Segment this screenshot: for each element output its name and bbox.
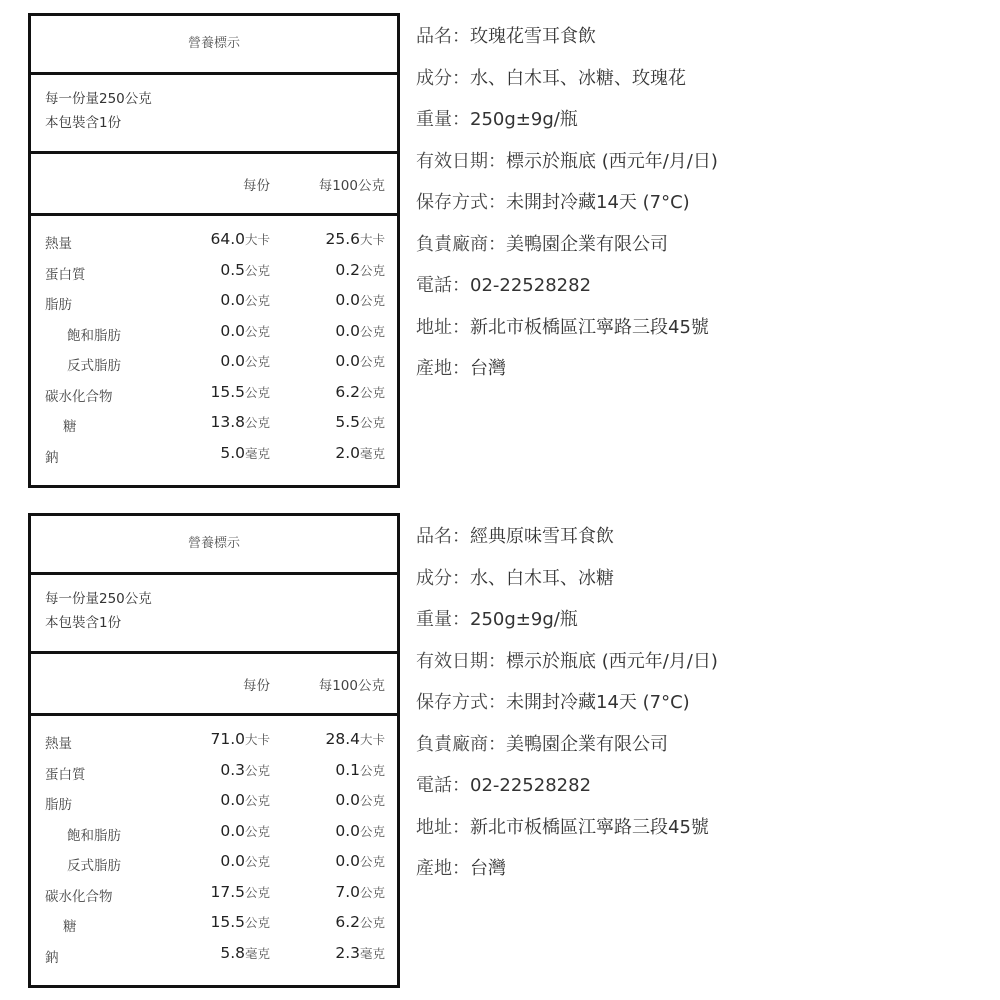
per-serving-value: 17.5公克 <box>210 882 270 901</box>
info-line <box>416 64 718 106</box>
per-serving-value: 0.0公克 <box>220 352 270 370</box>
info-value: 台灣 <box>470 358 506 379</box>
info-line <box>416 564 718 606</box>
nutrition-rows <box>31 216 397 474</box>
nutrition-row <box>31 791 397 822</box>
nutrition-row <box>31 352 397 383</box>
column-headers <box>31 654 397 716</box>
nutrition-row <box>31 852 397 883</box>
per-serving-value: 0.0公克 <box>220 791 270 809</box>
info-line <box>416 771 718 813</box>
nutrient-label: 碳水化合物 <box>45 388 113 405</box>
per-serving-value: 64.0大卡 <box>210 230 270 248</box>
info-value: 新北市板橋區江寧路三段45號 <box>470 816 709 838</box>
info-key: 地址： <box>416 316 470 338</box>
info-key: 保存方式： <box>416 692 506 713</box>
info-line <box>416 647 718 689</box>
nutrition-row <box>31 230 397 261</box>
nutrient-label: 反式脂肪 <box>67 858 121 874</box>
serving-info <box>31 575 397 654</box>
nutrient-label: 飽和脂肪 <box>67 827 121 844</box>
info-value: 美鴨園企業有限公司 <box>506 733 668 755</box>
info-key: 產地： <box>416 358 470 379</box>
serving-info <box>31 75 397 154</box>
per-serving-value: 5.0毫克 <box>220 443 270 462</box>
nutrition-row <box>31 444 397 475</box>
info-value: 經典原味雪耳食飲 <box>470 526 614 547</box>
nutrition-row <box>31 761 397 792</box>
nutrition-row <box>31 822 397 853</box>
nutrition-rows <box>31 716 397 974</box>
nutrition-row <box>31 730 397 761</box>
info-line <box>416 147 718 189</box>
info-key: 重量： <box>416 109 470 130</box>
nutrient-label: 熱量 <box>45 236 72 252</box>
info-value: 02-22528282 <box>470 775 592 796</box>
per-100g-value: 5.5公克 <box>335 413 385 431</box>
per-serving-value: 13.8公克 <box>210 413 270 431</box>
per-serving-value: 15.5公克 <box>210 382 270 401</box>
per-100g-value: 7.0公克 <box>335 882 385 901</box>
info-value: 250g±9g/瓶 <box>470 609 578 630</box>
info-line <box>416 605 718 647</box>
servings-per-pack: 本包裝含1份 <box>45 115 122 131</box>
info-line <box>416 730 718 772</box>
nutrient-label: 熱量 <box>45 736 72 752</box>
per-serving-value: 0.0公克 <box>220 821 270 840</box>
nutrition-row <box>31 413 397 444</box>
nutrition-row <box>31 944 397 975</box>
info-value: 標示於瓶底 (西元年/月/日) <box>506 650 718 672</box>
info-value: 標示於瓶底 (西元年/月/日) <box>506 150 718 172</box>
info-line <box>416 813 718 855</box>
per-100g-value: 6.2公克 <box>335 382 385 401</box>
info-line <box>416 354 718 396</box>
nutrient-label: 鈉 <box>45 949 59 966</box>
nutrition-row <box>31 291 397 322</box>
per-100g-header: 每100公克 <box>318 678 385 694</box>
servings-per-pack: 本包裝含1份 <box>45 615 122 631</box>
info-key: 地址： <box>416 816 470 838</box>
nutrition-row <box>31 883 397 914</box>
per-serving-value: 0.0公克 <box>220 321 270 340</box>
info-line <box>416 271 718 313</box>
info-value: 未開封冷藏14天 (7°C) <box>506 692 690 713</box>
info-key: 負責廠商： <box>416 733 506 755</box>
per-100g-header: 每100公克 <box>318 178 385 194</box>
per-100g-value: 0.1公克 <box>335 760 385 779</box>
info-value: 02-22528282 <box>470 275 592 296</box>
per-100g-value: 0.2公克 <box>335 260 385 279</box>
nutrient-label: 脂肪 <box>45 297 72 313</box>
info-value: 未開封冷藏14天 (7°C) <box>506 192 690 213</box>
info-value: 250g±9g/瓶 <box>470 109 578 130</box>
info-value: 水、白木耳、冰糖 <box>470 567 614 589</box>
info-key: 品名： <box>416 26 470 47</box>
nutrient-label: 糖 <box>63 919 77 935</box>
info-line <box>416 105 718 147</box>
nutrition-title: 營養標示 <box>31 16 397 75</box>
per-100g-value: 2.3毫克 <box>335 943 385 962</box>
per-100g-value: 28.4大卡 <box>325 730 385 748</box>
per-serving-header: 每份 <box>243 678 270 694</box>
nutrition-row <box>31 913 397 944</box>
per-serving-value: 0.3公克 <box>220 760 270 779</box>
info-value: 美鴨園企業有限公司 <box>506 233 668 255</box>
nutrition-facts-table <box>28 13 400 488</box>
per-100g-value: 0.0公克 <box>335 291 385 309</box>
per-serving-value: 0.0公克 <box>220 852 270 870</box>
nutrient-label: 糖 <box>63 419 77 435</box>
nutrient-label: 蛋白質 <box>45 766 86 783</box>
info-key: 保存方式： <box>416 192 506 213</box>
info-value: 新北市板橋區江寧路三段45號 <box>470 316 709 338</box>
info-key: 重量： <box>416 609 470 630</box>
info-key: 品名： <box>416 526 470 547</box>
info-key: 電話： <box>416 275 470 296</box>
nutrition-row <box>31 261 397 292</box>
info-line <box>416 854 718 896</box>
per-100g-value: 0.0公克 <box>335 852 385 870</box>
nutrition-row <box>31 383 397 414</box>
per-serving-value: 71.0大卡 <box>210 730 270 748</box>
nutrient-label: 脂肪 <box>45 797 72 813</box>
info-value: 水、白木耳、冰糖、玫瑰花 <box>470 67 686 89</box>
per-serving-value: 0.0公克 <box>220 291 270 309</box>
product-info <box>416 522 718 896</box>
info-key: 電話： <box>416 775 470 796</box>
info-key: 產地： <box>416 858 470 879</box>
per-serving-header: 每份 <box>243 178 270 194</box>
per-100g-value: 0.0公克 <box>335 352 385 370</box>
per-serving-value: 5.8毫克 <box>220 943 270 962</box>
product-panel <box>0 500 1000 1000</box>
nutrient-label: 蛋白質 <box>45 266 86 283</box>
per-100g-value: 25.6大卡 <box>325 230 385 248</box>
nutrition-title: 營養標示 <box>31 516 397 575</box>
per-serving-value: 15.5公克 <box>210 913 270 931</box>
info-key: 有效日期： <box>416 650 506 672</box>
info-key: 成分： <box>416 67 470 89</box>
per-100g-value: 2.0毫克 <box>335 443 385 462</box>
info-line <box>416 313 718 355</box>
info-key: 有效日期： <box>416 150 506 172</box>
info-line <box>416 188 718 230</box>
per-100g-value: 0.0公克 <box>335 321 385 340</box>
nutrition-row <box>31 322 397 353</box>
info-value: 台灣 <box>470 858 506 879</box>
info-line <box>416 522 718 564</box>
info-key: 成分： <box>416 567 470 589</box>
per-serving-value: 0.5公克 <box>220 260 270 279</box>
nutrient-label: 飽和脂肪 <box>67 327 121 344</box>
info-value: 玫瑰花雪耳食飲 <box>470 26 596 47</box>
product-info <box>416 22 718 396</box>
info-line <box>416 22 718 64</box>
serving-size: 每一份量250公克 <box>45 91 152 107</box>
per-100g-value: 6.2公克 <box>335 913 385 931</box>
column-headers <box>31 154 397 216</box>
serving-size: 每一份量250公克 <box>45 591 152 607</box>
nutrient-label: 反式脂肪 <box>67 358 121 374</box>
per-100g-value: 0.0公克 <box>335 821 385 840</box>
info-key: 負責廠商： <box>416 233 506 255</box>
nutrient-label: 鈉 <box>45 449 59 466</box>
info-line <box>416 230 718 272</box>
info-line <box>416 688 718 730</box>
nutrient-label: 碳水化合物 <box>45 888 113 905</box>
nutrition-facts-table <box>28 513 400 988</box>
per-100g-value: 0.0公克 <box>335 791 385 809</box>
